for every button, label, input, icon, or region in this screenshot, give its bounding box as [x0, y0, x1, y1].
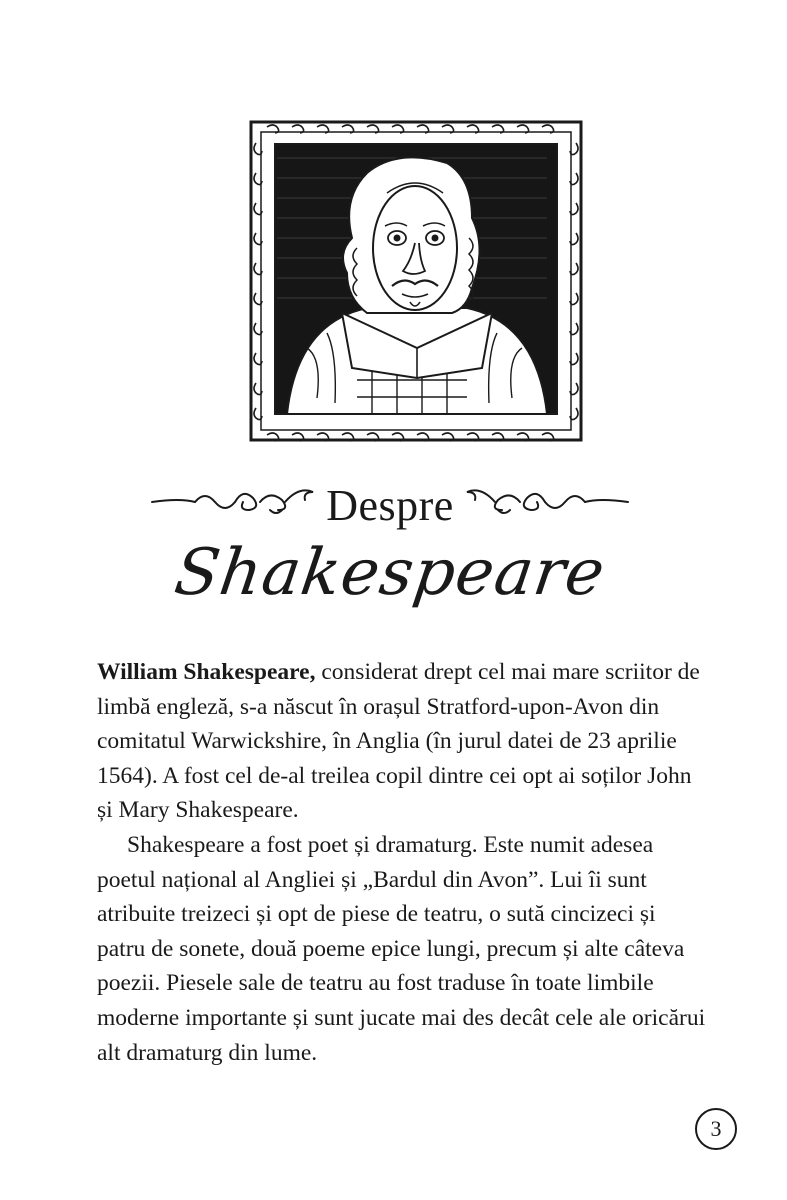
- page-title: Shakespeare: [170, 536, 610, 610]
- page-number: [695, 1108, 737, 1150]
- page-number-text: 3: [710, 1116, 722, 1141]
- paragraph-1: [97, 655, 707, 828]
- paragraph-1-text: considerat drept cel mai mare scriitor de limbă engleză, s-a născut în orașul Stratford-upon-Avon din comitatul Warwickshire, în Anglia (în jurul datei de 23 aprilie 1564). A fost cel de-al treilea copil dintre cei opt ai soților John și Mary Shakespeare.: [97, 659, 700, 824]
- paragraph-1-lead: William Shakespeare,: [97, 659, 316, 685]
- heading-prefix: Despre: [326, 481, 454, 530]
- right-flourish-icon: [460, 480, 630, 520]
- shakespeare-portrait-icon: [247, 118, 585, 444]
- portrait-frame: [247, 118, 585, 444]
- article-body: [97, 655, 707, 1070]
- title-heading-row: [150, 470, 630, 540]
- paragraph-2: Shakespeare a fost poet și dramaturg. Este numit adesea poetul național al Angliei și „Bardul din Avon”. Lui îi sunt atribuite treizeci și opt de piese de teatru, o sută cincizeci și patru de sonete, două poeme epice lungi, precum și alte câteva poezii. Piesele sale de teatru au fost traduse în toate limbile moderne importante și sunt jucate mai des decât cele ale oricărui alt dramaturg din lume.: [97, 831, 706, 1066]
